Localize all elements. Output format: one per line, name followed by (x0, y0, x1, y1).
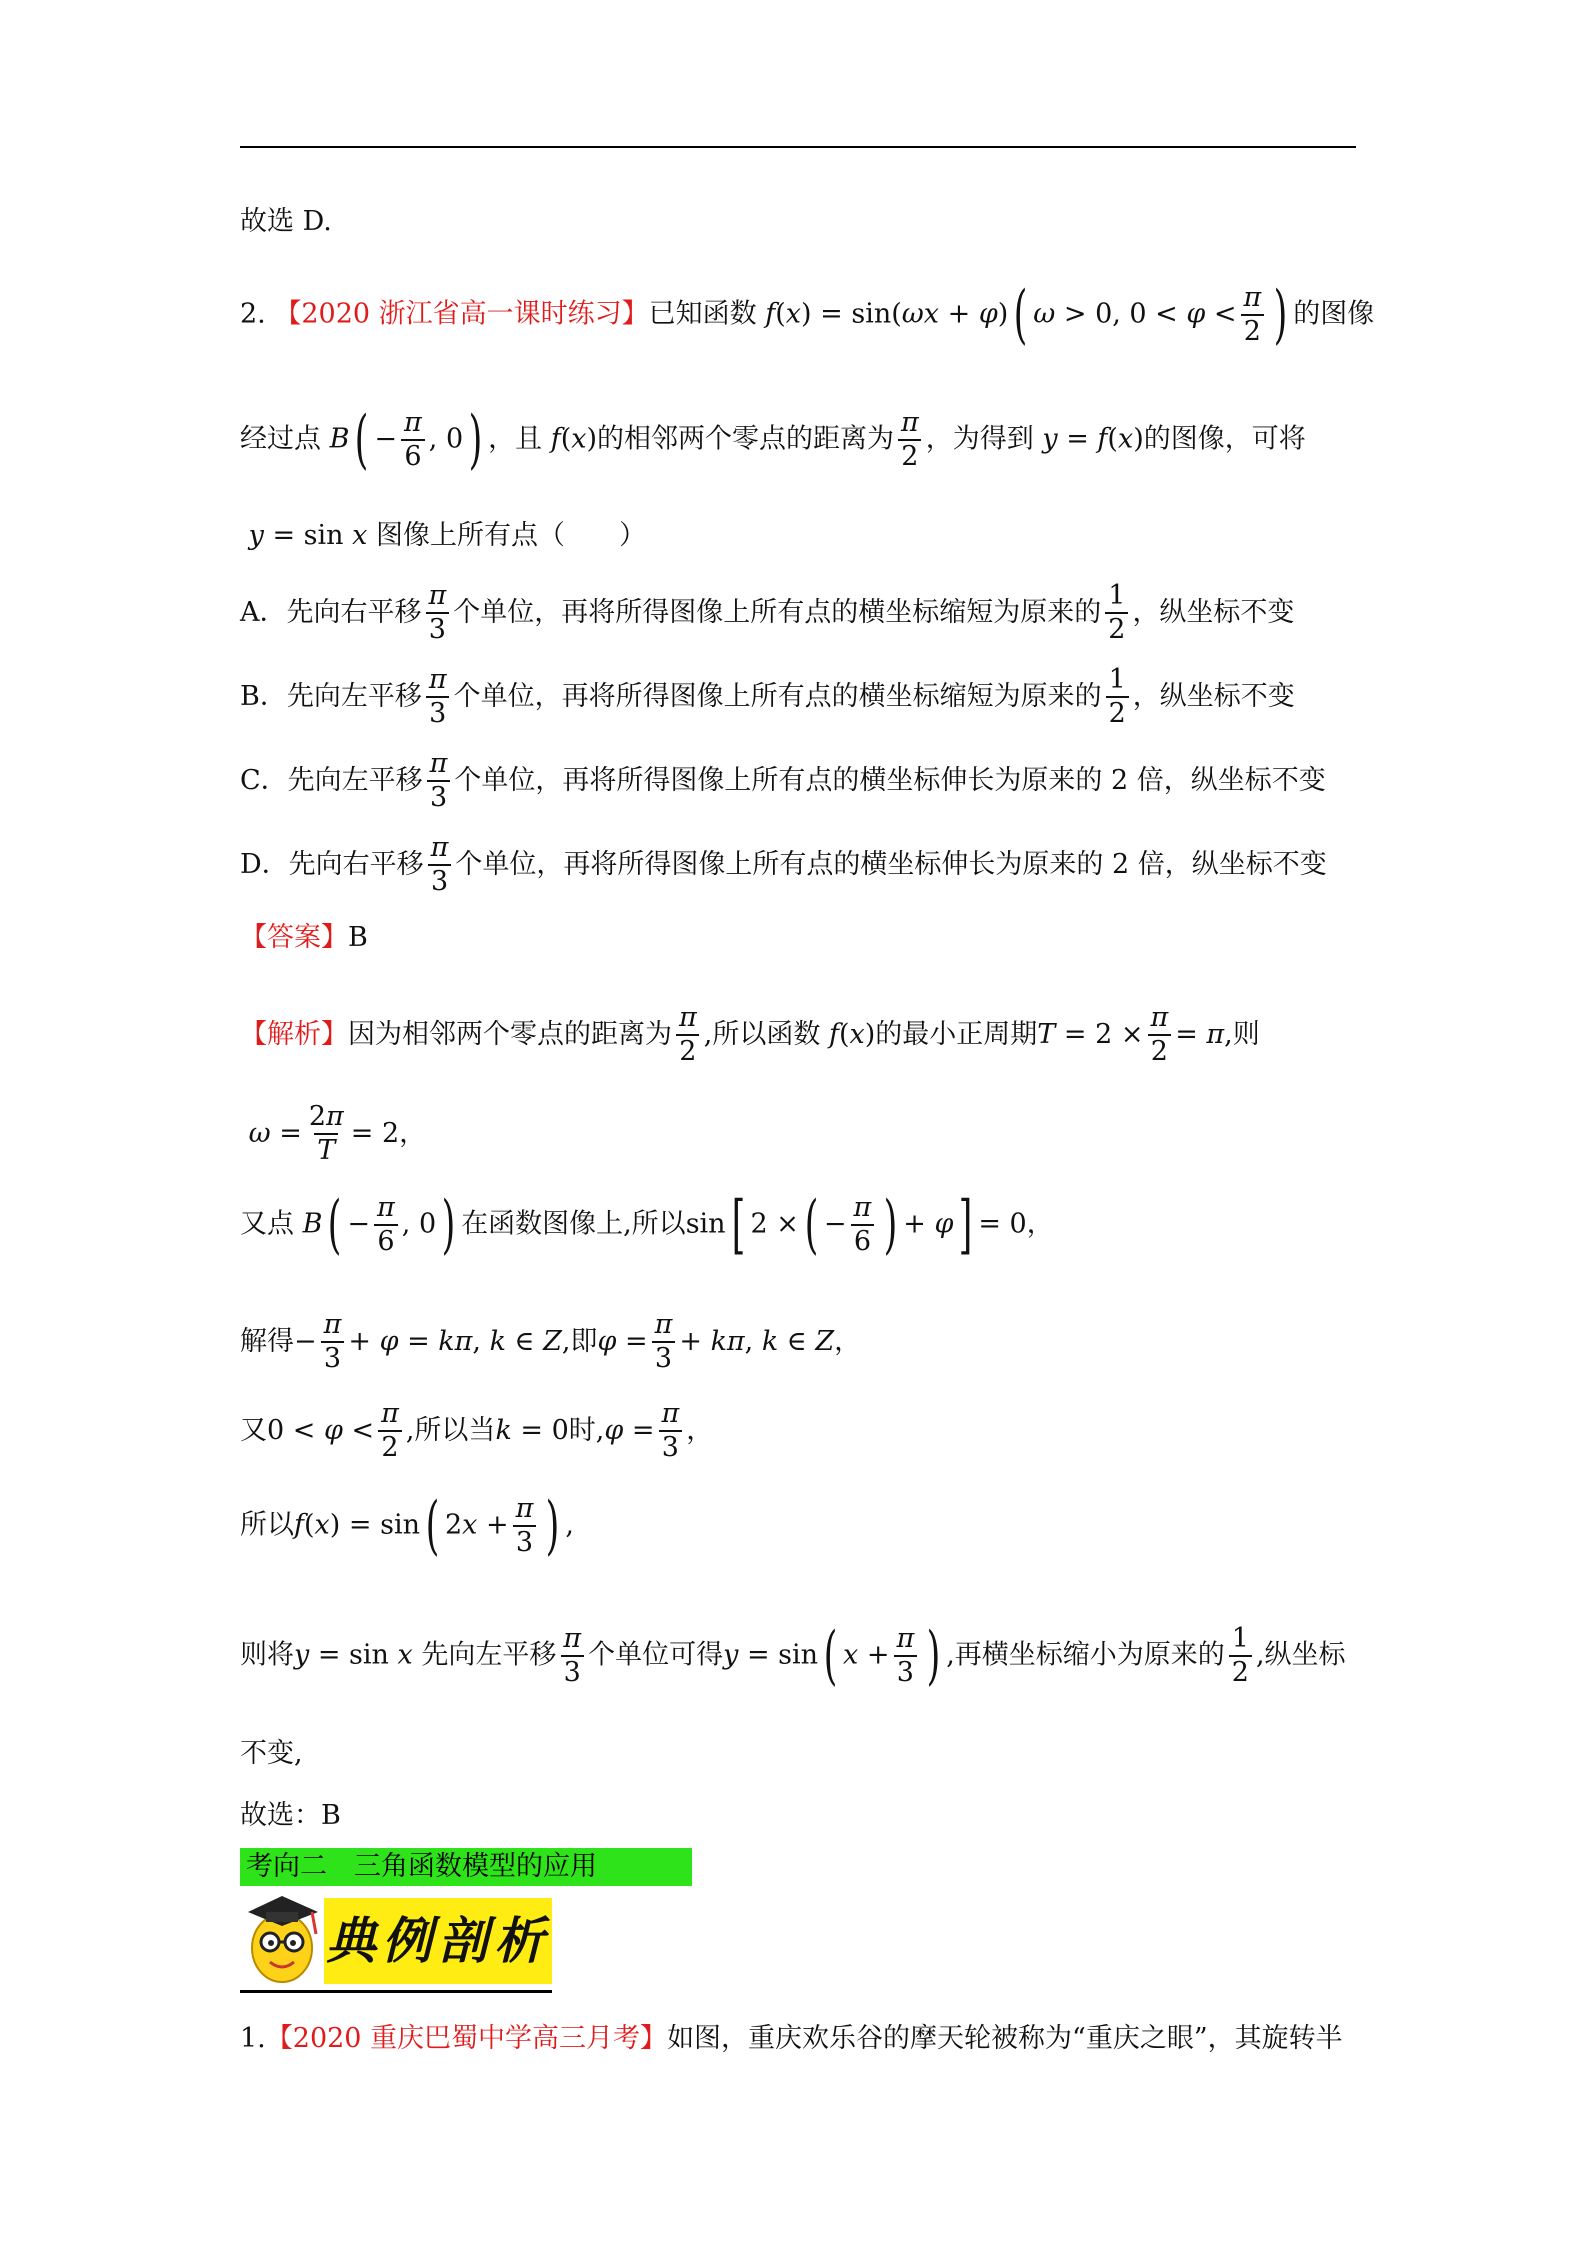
text-fragment: 的图像，可将 (1143, 423, 1306, 455)
banner-underline (240, 1990, 552, 1993)
solution-line-2: ω = $\frac{2\pi}{T}$ = 2， (248, 1101, 427, 1167)
text-fragment: 不变, (240, 1738, 303, 1769)
text-fragment: ,即 (561, 1325, 598, 1357)
solution-line-3: 又点 B( − $\frac{\pi}{6}$ , 0) 在函数图像上,所以sin[ 2 ×( − $\frac{\pi}{6}$ ) + φ] = 0， (240, 1188, 1054, 1262)
question-2-line-2: 经过点 B( − $\frac{\pi}{6}$ , 0) ，且 f(x)的相邻两个零点的距离为 $\frac{\pi}{2}$ ，为得到 y = f(x)的图像，可将 (240, 403, 1306, 477)
answer-line (240, 922, 368, 954)
text-line (240, 206, 332, 238)
solution-line-4: 解得− $\frac{\pi}{3}$ + φ = kπ, k ∈ Z,即φ = $\frac{\pi}{3}$ + kπ, k ∈ Z， (240, 1309, 862, 1375)
question-2-line-3: y = sin x 图像上所有点（ ） (248, 520, 646, 551)
text-fragment: , (565, 1509, 574, 1541)
question-1-line-1 (240, 2023, 1343, 2055)
text-fragment: 的图像 (1293, 298, 1375, 330)
text-fragment: ， (1026, 1208, 1054, 1240)
text-fragment: ,所以函数 (703, 1018, 821, 1050)
option-label: A．先向右平移 (240, 596, 422, 628)
text-fragment: 的最小正周期 (875, 1018, 1038, 1050)
text-fragment: 如图，重庆欢乐谷的摩天轮被称为“重庆之眼”，其旋转半 (667, 2023, 1343, 2054)
text-fragment: 个单位可得 (588, 1639, 724, 1671)
text-fragment: 则将 (240, 1639, 294, 1671)
option-c: C．先向左平移 $\frac{\pi}{3}$ 个单位，再将所得图像上所有点的横坐标伸长为原来的 2 倍，纵坐标不变 (240, 748, 1326, 814)
question-number: 2. (240, 298, 266, 330)
option-d: D．先向右平移 $\frac{\pi}{3}$ 个单位，再将所得图像上所有点的横坐标伸长为原来的 2 倍，纵坐标不变 (240, 832, 1327, 898)
text-fragment: 又点 (240, 1208, 294, 1240)
option-a: A．先向右平移 $\frac{\pi}{3}$ 个单位，再将所得图像上所有点的横坐标缩短为原来的 $\frac{1}{2}$ ，纵坐标不变 (240, 580, 1295, 646)
solution-line-7: 则将y = sin x 先向左平移 $\frac{\pi}{3}$ 个单位可得y = sin( x + $\frac{\pi}{3}$ ) ,再横坐标缩小为原来的 $\frac{1}{2}$ ,纵坐标 (240, 1619, 1346, 1693)
text-fragment: ,则 (1224, 1018, 1260, 1050)
text-fragment: ,再横坐标缩小为原来的 (946, 1639, 1225, 1671)
section-title: 考向二 三角函数模型的应用 (246, 1851, 597, 1882)
option-label: D．先向右平移 (240, 848, 424, 880)
header-rule (240, 146, 1356, 148)
text-fragment: 在函数图像上,所以 (461, 1208, 686, 1240)
section-heading (240, 1848, 692, 1886)
option-b: B．先向左平移 $\frac{\pi}{3}$ 个单位，再将所得图像上所有点的横坐标缩短为原来的 $\frac{1}{2}$ ，纵坐标不变 (240, 664, 1295, 730)
text-fragment: ， (399, 1117, 427, 1149)
answer-value: B (348, 922, 368, 953)
source-tag: 【2020 浙江省高一课时练习】 (274, 298, 649, 330)
question-number: 1. (240, 2023, 266, 2054)
text-fragment: ，且 (488, 423, 543, 455)
option-text: 个单位，再将所得图像上所有点的横坐标伸长为原来的 2 倍，纵坐标不变 (454, 764, 1326, 796)
answer-line: 故选 D. (240, 206, 332, 237)
option-text: ，纵坐标不变 (1132, 680, 1295, 712)
solution-line-5: 又0 < φ < $\frac{\pi}{2}$ ,所以当k = 0时,φ = $\frac{\pi}{3}$ ， (240, 1398, 714, 1464)
example-banner (240, 1890, 552, 1990)
text-fragment: 图像上所有点（ ） (375, 520, 646, 551)
text-fragment: ，为得到 (925, 423, 1034, 455)
solution-line-8 (240, 1738, 303, 1770)
option-text: 个单位，再将所得图像上所有点的横坐标缩短为原来的 (453, 680, 1102, 712)
text-fragment: 解得 (240, 1325, 294, 1357)
text-fragment: ， (686, 1414, 714, 1446)
option-label: C．先向左平移 (240, 764, 423, 796)
source-tag: 【2020 重庆巴蜀中学高三月考】 (265, 2023, 668, 2054)
text-fragment: 时, (568, 1414, 605, 1446)
mascot-icon (240, 1890, 324, 1990)
text-fragment: 先向左平移 (421, 1639, 557, 1671)
text-fragment: 又 (240, 1414, 267, 1446)
text-fragment: 已知函数 (648, 298, 757, 330)
text-fragment: 因为相邻两个零点的距离为 (348, 1018, 672, 1050)
option-text: 个单位，再将所得图像上所有点的横坐标缩短为原来的 (453, 596, 1102, 628)
solution-line-1: 【解析】因为相邻两个零点的距离为 $\frac{\pi}{2}$ ,所以函数 f(x)的最小正周期T = 2 × $\frac{\pi}{2}$ = π,则 (240, 1002, 1260, 1068)
text-fragment: ， (834, 1325, 862, 1357)
option-text: 个单位，再将所得图像上所有点的横坐标伸长为原来的 2 倍，纵坐标不变 (455, 848, 1327, 880)
answer-tag: 【答案】 (240, 922, 348, 953)
final-choice: 故选：B (240, 1800, 341, 1831)
option-text: ，纵坐标不变 (1132, 596, 1295, 628)
solution-line-9 (240, 1800, 341, 1832)
text-fragment: ,所以当 (405, 1414, 496, 1446)
option-label: B．先向左平移 (240, 680, 422, 712)
solution-tag: 【解析】 (240, 1018, 348, 1050)
question-2-line-1: 2. 【2020 浙江省高一课时练习】已知函数 f(x) = sin(ωx + φ)( ω > 0, 0 < φ < $\frac{\pi}{2}$ ) 的图像 (240, 278, 1375, 352)
solution-line-6: 所以f(x) = sin( 2x + $\frac{\pi}{3}$ ) , (240, 1489, 574, 1563)
text-fragment: 所以 (240, 1509, 294, 1541)
text-fragment: 经过点 (240, 423, 321, 455)
text-fragment: ,纵坐标 (1255, 1639, 1346, 1671)
banner-label: 典例剖析 (324, 1898, 552, 1984)
text-fragment: 的相邻两个零点的距离为 (597, 423, 895, 455)
